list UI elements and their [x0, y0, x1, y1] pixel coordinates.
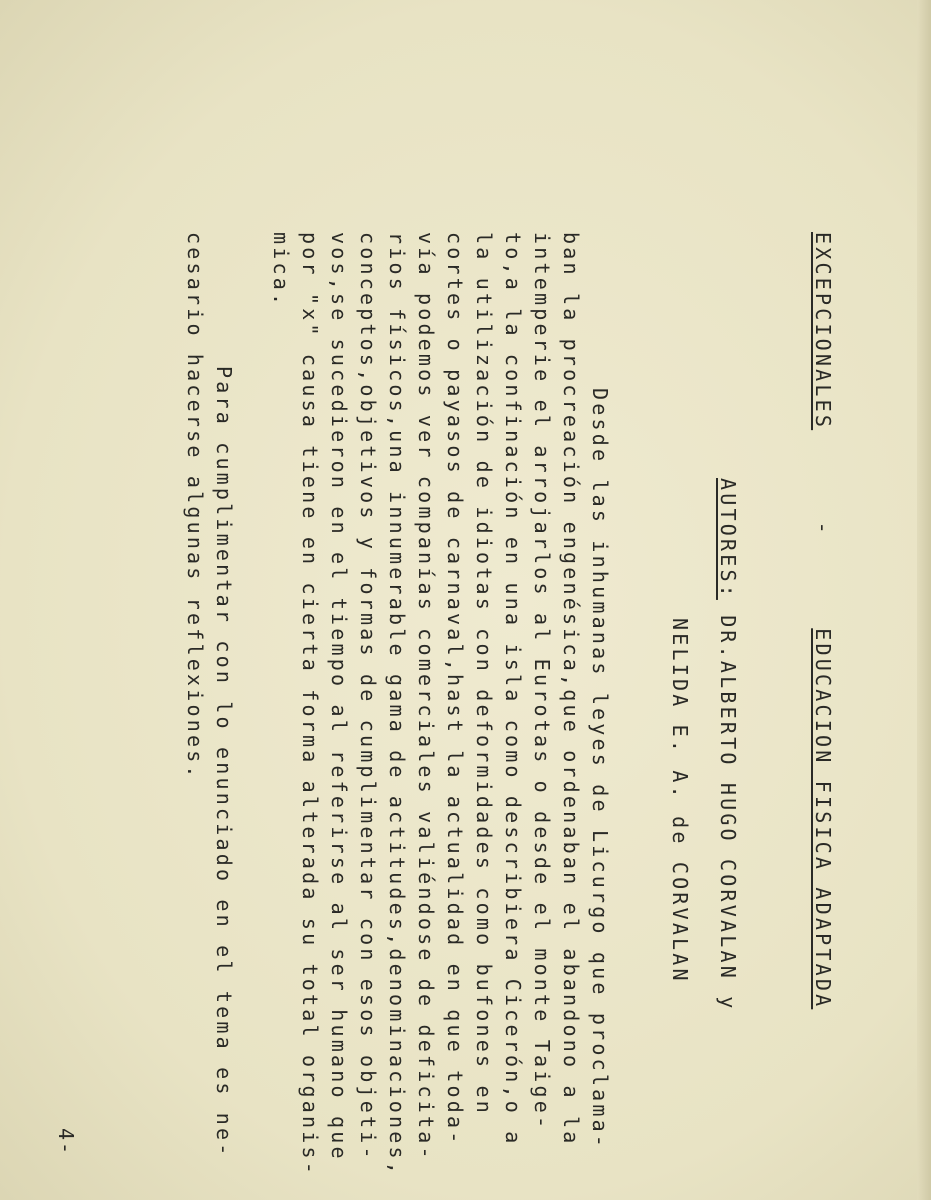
- authors-line-2: NELIDA E. A. de CORVALAN: [668, 618, 692, 984]
- paragraph-line: cesario hacerse algunas reflexiones.: [183, 232, 207, 781]
- paragraph-line: Para cumplimentar con lo enunciado en el tema es ne-: [212, 366, 236, 1159]
- heading-left: EXCEPCIONALES: [811, 232, 835, 431]
- page-number: 4-: [54, 1128, 78, 1157]
- paragraph-line: cortes o payasos de carnaval,hast la actualidad en que toda-: [443, 232, 467, 1147]
- authors-label: AUTORES:: [716, 478, 740, 600]
- paragraph-line: intemperie el arrojarlos al Eurotas o desde el monte Taige-: [530, 232, 554, 1132]
- page-edge: [917, 0, 931, 1200]
- paragraph-line: por "x" causa tiene en cierta forma alterada su total organis-: [298, 232, 322, 1177]
- paragraph-line: ban la procreación engenésica,que ordenaban el abandono a la: [559, 232, 583, 1147]
- paragraph-line: mica.: [269, 232, 293, 309]
- paragraph-line: la utilización de idiotas con deformidades como bufones en: [472, 232, 496, 1116]
- heading-dash: -: [811, 521, 835, 537]
- paragraph-line: to,a la confinación en una isla como describiera Cicerón,o a: [501, 232, 525, 1147]
- paragraph-line: vos,se sucedieron en el tiempo al referirse al ser humano que: [327, 232, 351, 1162]
- document-heading: [811, 232, 835, 1009]
- paragraph-line: Desde las inhumanas leyes de Licurgo que proclama-: [588, 388, 612, 1151]
- paragraph-line: conceptos,objetivos y formas de cumplimentar con esos objeti-: [356, 232, 380, 1162]
- paragraph-line: rios físicos,una innumerable gama de actitudes,denominaciones,: [385, 232, 409, 1177]
- authors-names-1: DR.ALBERTO HUGO CORVALAN y: [716, 615, 740, 1012]
- authors-line-1: [716, 478, 740, 1011]
- paragraph-line: vía podemos ver companías comerciales valiéndose de deficita-: [414, 232, 438, 1162]
- heading-title: EDUCACION FISICA ADAPTADA: [811, 628, 835, 1010]
